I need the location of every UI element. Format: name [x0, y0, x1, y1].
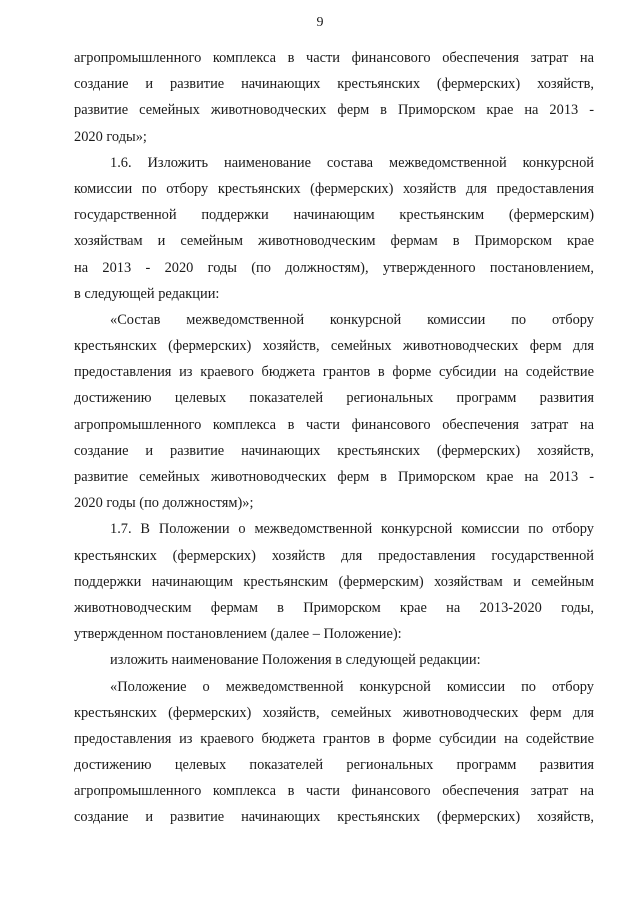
text-line: достижению целевых показателей региональных программ развития — [74, 757, 594, 774]
text-line: агропромышленного комплекса в части финансового обеспечения затрат на — [74, 50, 594, 66]
text-line: животноводческим фермам в Приморском крае на 2013-2020 годы, — [74, 599, 594, 616]
text-line: в следующей редакции: — [74, 285, 220, 302]
text-line: создание и развитие начинающих крестьянских (фермерских) хозяйств, — [74, 76, 594, 93]
text-line: государственной поддержки начинающим крестьянским (фермерским) — [74, 207, 594, 224]
page-number: 9 — [316, 15, 324, 30]
text-line: создание и развитие начинающих крестьянских (фермерских) хозяйств, — [74, 442, 594, 459]
text-line: 2020 годы (по должностям)»; — [74, 495, 254, 512]
text-line: «Состав межведомственной конкурсной комиссии по отбору — [110, 311, 594, 328]
text-line: крестьянских (фермерских) хозяйств для предоставления государственной — [74, 547, 594, 564]
text-line: 1.7. В Положении о межведомственной конкурсной комиссии по отбору — [110, 521, 594, 538]
text-line: агропромышленного комплекса в части финансового обеспечения затрат на — [74, 783, 594, 800]
text-line: создание и развитие начинающих крестьянских (фермерских) хозяйств, — [74, 809, 594, 826]
text-line: комиссии по отбору крестьянских (фермерских) хозяйств для предоставления — [74, 180, 594, 197]
text-line: предоставления из краевого бюджета грантов в форме субсидии на содействие — [74, 730, 594, 747]
text-line: достижению целевых показателей региональных программ развития — [74, 390, 594, 407]
text-line: 2020 годы»; — [74, 128, 147, 145]
text-line: на 2013 - 2020 годы (по должностям), утвержденного постановлением, — [74, 259, 594, 276]
text-line: агропромышленного комплекса в части финансового обеспечения затрат на — [74, 416, 594, 433]
text-line: предоставления из краевого бюджета грантов в форме субсидии на содействие — [74, 364, 594, 381]
text-line: развитие семейных животноводческих ферм в Приморском крае на 2013 - — [74, 469, 594, 485]
text-line: 1.6. Изложить наименование состава межведомственной конкурсной — [110, 154, 594, 171]
text-line: крестьянских (фермерских) хозяйств, семейных животноводческих ферм для — [74, 338, 594, 355]
text-line: утвержденном постановлением (далее – Положение): — [74, 626, 402, 643]
text-line: крестьянских (фермерских) хозяйств, семейных животноводческих ферм для — [74, 704, 594, 721]
text-line: «Положение о межведомственной конкурсной комиссии по отбору — [110, 678, 594, 695]
text-line: поддержки начинающим крестьянским (фермерским) хозяйствам и семейным — [74, 573, 594, 590]
document-body — [74, 45, 594, 831]
text-line: хозяйствам и семейным животноводческим фермам в Приморском крае — [74, 233, 594, 250]
text-line: развитие семейных животноводческих ферм в Приморском крае на 2013 - — [74, 102, 594, 119]
text-line: изложить наименование Положения в следующей редакции: — [110, 652, 481, 669]
